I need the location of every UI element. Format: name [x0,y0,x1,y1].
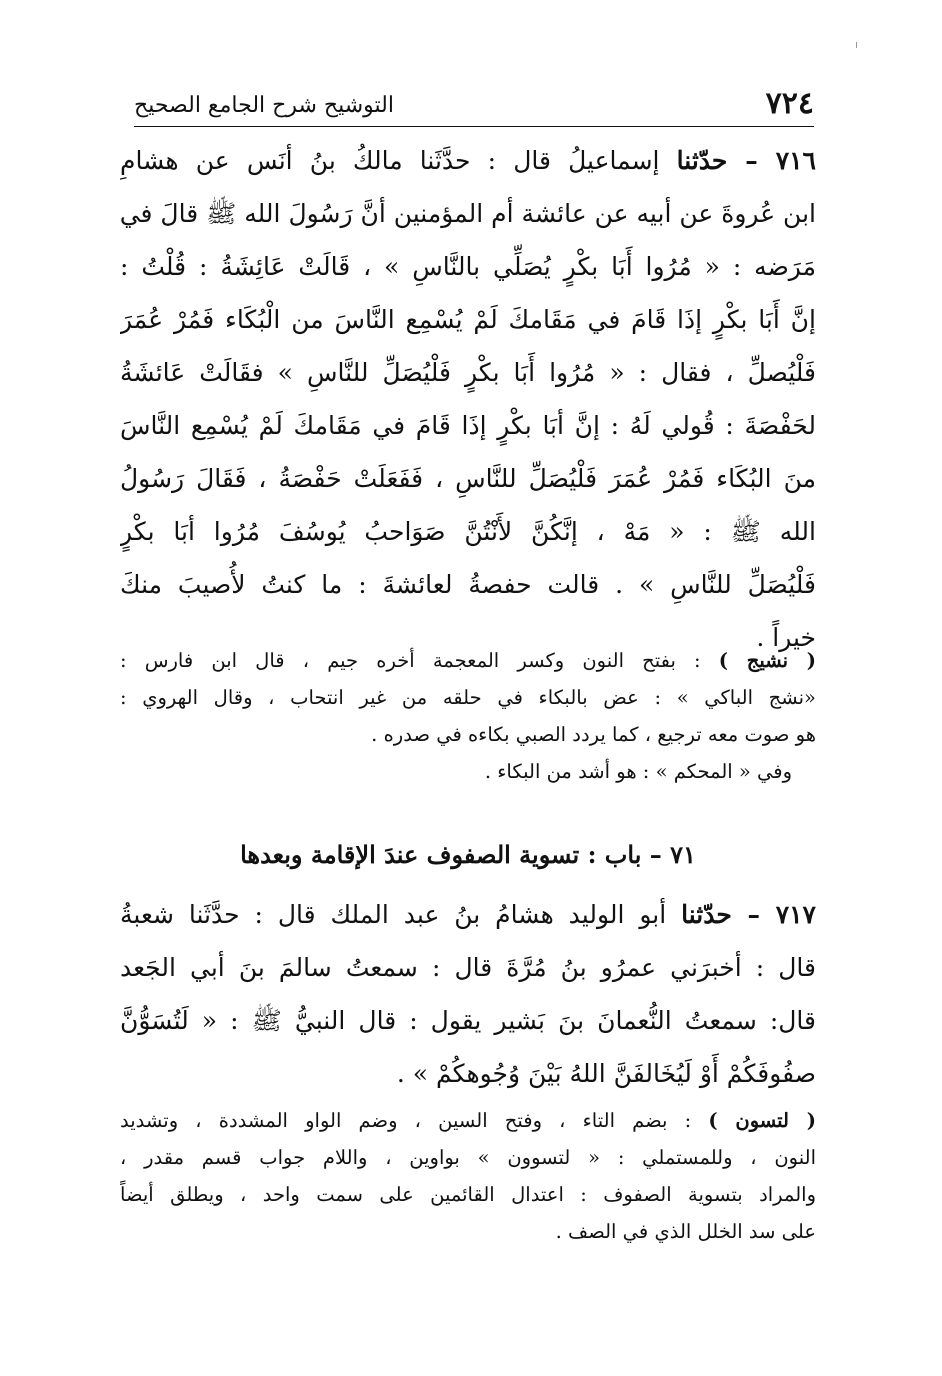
hadith-number: ٧١٦ [775,146,816,175]
note-keyword: ( لتسون ) [708,1109,816,1132]
hadith-716-line-10: خيراً . [756,623,816,652]
hadith-716-line-7: منَ البُكَاء فَمُرْ عُمَرَ فَلْيُصَلِّ للنَّاسِ ، فَفَعَلَتْ حَفْصَةُ ، فَقَالَ رَسُولُ [120,464,816,493]
note-latusawwunna-line-4: على سد الخلل الذي في الصف . [555,1220,816,1243]
page-header [134,78,814,122]
hadith-716-line-1: ٧١٦ – حدّثنا إسماعيلُ قال : حدَّثَنا مالكُ بنُ أنَس عن هشامِ [120,146,816,175]
hadith-716 [120,134,816,664]
hadith-717-line-2: قال : أخبرَني عمرُو بنُ مُرَّةَ قال : سمعتُ سالمَ بنَ أبي الجَعد [120,953,816,982]
page-number: ٧٢٤ [765,86,814,121]
chapter-heading: ٧١ – باب : تسوية الصفوف عندَ الإقامة وبعدها [240,840,696,869]
haddathana-lead: حدّثنا [681,900,732,929]
hadith-716-line-9: فَلْيُصَلِّ للنَّاسِ » . قالت حفصةُ لعائشةَ : ما كنتُ لأُصيبَ منكَ [120,570,816,599]
note-latusawwunna-line-3: والمراد بتسوية الصفوف : اعتدال القائمين على سمت واحد ، ويطلق أيضاً [120,1183,816,1206]
note-latusawwunna [120,1102,816,1250]
hadith-number: ٧١٧ [775,900,816,929]
header-rule [134,126,814,127]
hadith-716-line-5: فَلْيُصلِّ ، فقال : « مُرُوا أَبَا بكْرٍ فَلْيُصَلِّ للنَّاسِ » فقَالَتْ عَائشَةُ [120,358,816,387]
note-nashij [120,642,816,790]
note-latusawwunna-line-1: ( لتسون ) : بضم التاء ، وفتح السين ، وضم الواو المشددة ، وتشديد [120,1109,816,1132]
note-latusawwunna-line-2: النون ، وللمستملي : « لتسوون » بواوين ، واللام جواب قسم مقدر ، [120,1146,816,1169]
running-title: التوشيح شرح الجامع الصحيح [134,93,394,118]
hadith-716-line-2: ابن عُروةَ عن أبيه عن عائشة أم المؤمنين أنَّ رَسُولَ الله ﷺ قالَ في [120,199,816,228]
haddathana-lead: حدّثنا [676,146,728,175]
margin-mark [856,42,857,48]
hadith-717-line-4: صفُوفَكُمْ أَوْ لَيُخَالفَنَّ اللهُ بَيْنَ وُجُوهكُمْ » . [396,1059,816,1088]
hadith-716-line-3: مَرَضه : « مُرُوا أَبَا بكْرٍ يُصَلِّي بالنَّاسِ » ، قَالَتْ عَائِشَةُ : قُلْتُ : [120,252,816,281]
note-nashij-line-4: وفي « المحكم » : هو أشد من البكاء . [484,760,792,783]
hadith-717 [120,888,816,1100]
hadith-716-line-8: الله ﷺ : « مَهْ ، إنَّكُنَّ لأَنْتُنَّ صَوَاحبُ يُوسُفَ مُرُوا أبَا بكْرٍ [120,517,816,546]
note-nashij-line-2: «نشج الباكي » : عض بالبكاء في حلقه من غير انتحاب ، وقال الهروي : [120,686,816,709]
hadith-716-line-6: لحَفْصَةَ : قُولي لَهُ : إنَّ أبَا بكْرٍ إذَا قَامَ في مَقَامكَ لَمْ يُسْمِع النَّاسَ [120,411,816,440]
hadith-717-line-3: قال: سمعتُ النُّعمانَ بنَ بَشير يقول : قال النبيُّ ﷺ : « لَتُسَوُّنَّ [120,1006,816,1035]
hadith-716-line-4: إنَّ أَبَا بكْرٍ إذَا قَامَ في مَقَامكَ لَمْ يُسْمِع النَّاسَ من الْبُكَاء فَمُرْ عُمَرَ [120,305,816,334]
note-nashij-line-1: ( نشيج ) : بفتح النون وكسر المعجمة أخره جيم ، قال ابن فارس : [120,649,816,672]
note-nashij-line-3: هو صوت معه ترجيع ، كما يردد الصبي بكاءه في صدره . [371,723,816,746]
note-keyword: ( نشيج ) [718,649,816,672]
hadith-717-line-1: ٧١٧ – حدّثنا أبو الوليد هشامُ بنُ عبد الملك قال : حدَّثَنا شعبةُ [120,900,816,929]
